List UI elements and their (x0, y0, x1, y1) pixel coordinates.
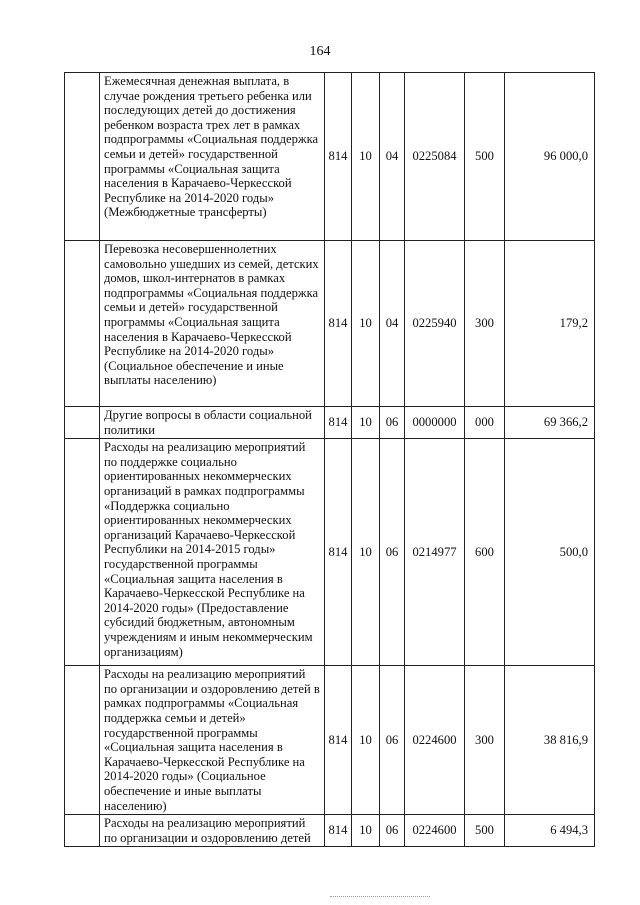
subsection-code: 06 (380, 815, 405, 847)
amount: 500,0 (505, 439, 595, 666)
target-article-code: 0224600 (405, 666, 465, 815)
section-code: 10 (352, 407, 380, 439)
amount: 6 494,3 (505, 815, 595, 847)
expense-type-code: 000 (465, 407, 505, 439)
row-description: Расходы на реализацию мероприятий по организации и оздоровлению детей (100, 815, 325, 847)
amount: 96 000,0 (505, 73, 595, 241)
target-article-code: 0225084 (405, 73, 465, 241)
row-description: Расходы на реализацию мероприятий по поддержке социально ориентированных некоммерческих организаций в рамках подпрограммы «Поддержка социально ориентированных некоммерческих организаций Карачаево-Черкесской Республики на 2014-2015 годы» государственной программы «Социальная защита населения в Карачаево-Черкесской Республике на 2014-2020 годы» (Предоставление субсидий бюджетным, автономным учреждениям и иным некоммерческим организациям) (100, 439, 325, 666)
target-article-code: 0225940 (405, 241, 465, 407)
section-code: 10 (352, 241, 380, 407)
subsection-code: 04 (380, 73, 405, 241)
amount: 38 816,9 (505, 666, 595, 815)
row-description: Ежемесячная денежная выплата, в случае рождения третьего ребенка или последующих детей до достижения ребенком возраста трех лет в рамках подпрограммы «Социальная поддержка семьи и детей» государственной программы «Социальная защита населения в Карачаево-Черкесской Республике на 2014-2020 годы» (Межбюджетные трансферты) (100, 73, 325, 241)
expense-type-code: 300 (465, 666, 505, 815)
target-article-code: 0224600 (405, 815, 465, 847)
grbs-code: 814 (325, 815, 352, 847)
expense-type-code: 300 (465, 241, 505, 407)
subsection-code: 04 (380, 241, 405, 407)
row-description: Перевозка несовершеннолетних самовольно ушедших из семей, детских домов, школ-интернатов в рамках подпрограммы «Социальная поддержка семьи и детей» государственной программы «Социальная защита населения в Карачаево-Черкесской Республике на 2014-2020 годы» (Социальное обеспечение и иные выплаты населению) (100, 241, 325, 407)
empty-cell (65, 439, 100, 666)
target-article-code: 0000000 (405, 407, 465, 439)
empty-cell (65, 241, 100, 407)
amount: 69 366,2 (505, 407, 595, 439)
grbs-code: 814 (325, 73, 352, 241)
table-row (65, 666, 595, 815)
empty-cell (65, 815, 100, 847)
grbs-code: 814 (325, 407, 352, 439)
table-row (65, 815, 595, 847)
grbs-code: 814 (325, 666, 352, 815)
bottom-dotted-line (330, 896, 430, 898)
budget-table (64, 72, 595, 847)
subsection-code: 06 (380, 439, 405, 666)
subsection-code: 06 (380, 407, 405, 439)
section-code: 10 (352, 73, 380, 241)
empty-cell (65, 666, 100, 815)
table-row (65, 241, 595, 407)
grbs-code: 814 (325, 439, 352, 666)
amount: 179,2 (505, 241, 595, 407)
expense-type-code: 600 (465, 439, 505, 666)
expense-type-code: 500 (465, 815, 505, 847)
table-row (65, 407, 595, 439)
row-description: Расходы на реализацию мероприятий по организации и оздоровлению детей в рамках подпрограммы «Социальная поддержка семьи и детей» государственной программы «Социальная защита населения в Карачаево-Черкесской Республике на 2014-2020 годы» (Социальное обеспечение и иные выплаты населению) (100, 666, 325, 815)
row-description: Другие вопросы в области социальной политики (100, 407, 325, 439)
table-row (65, 439, 595, 666)
target-article-code: 0214977 (405, 439, 465, 666)
table-row (65, 73, 595, 241)
expense-type-code: 500 (465, 73, 505, 241)
page-number: 164 (309, 44, 331, 59)
section-code: 10 (352, 666, 380, 815)
section-code: 10 (352, 815, 380, 847)
empty-cell (65, 73, 100, 241)
empty-cell (65, 407, 100, 439)
grbs-code: 814 (325, 241, 352, 407)
subsection-code: 06 (380, 666, 405, 815)
section-code: 10 (352, 439, 380, 666)
